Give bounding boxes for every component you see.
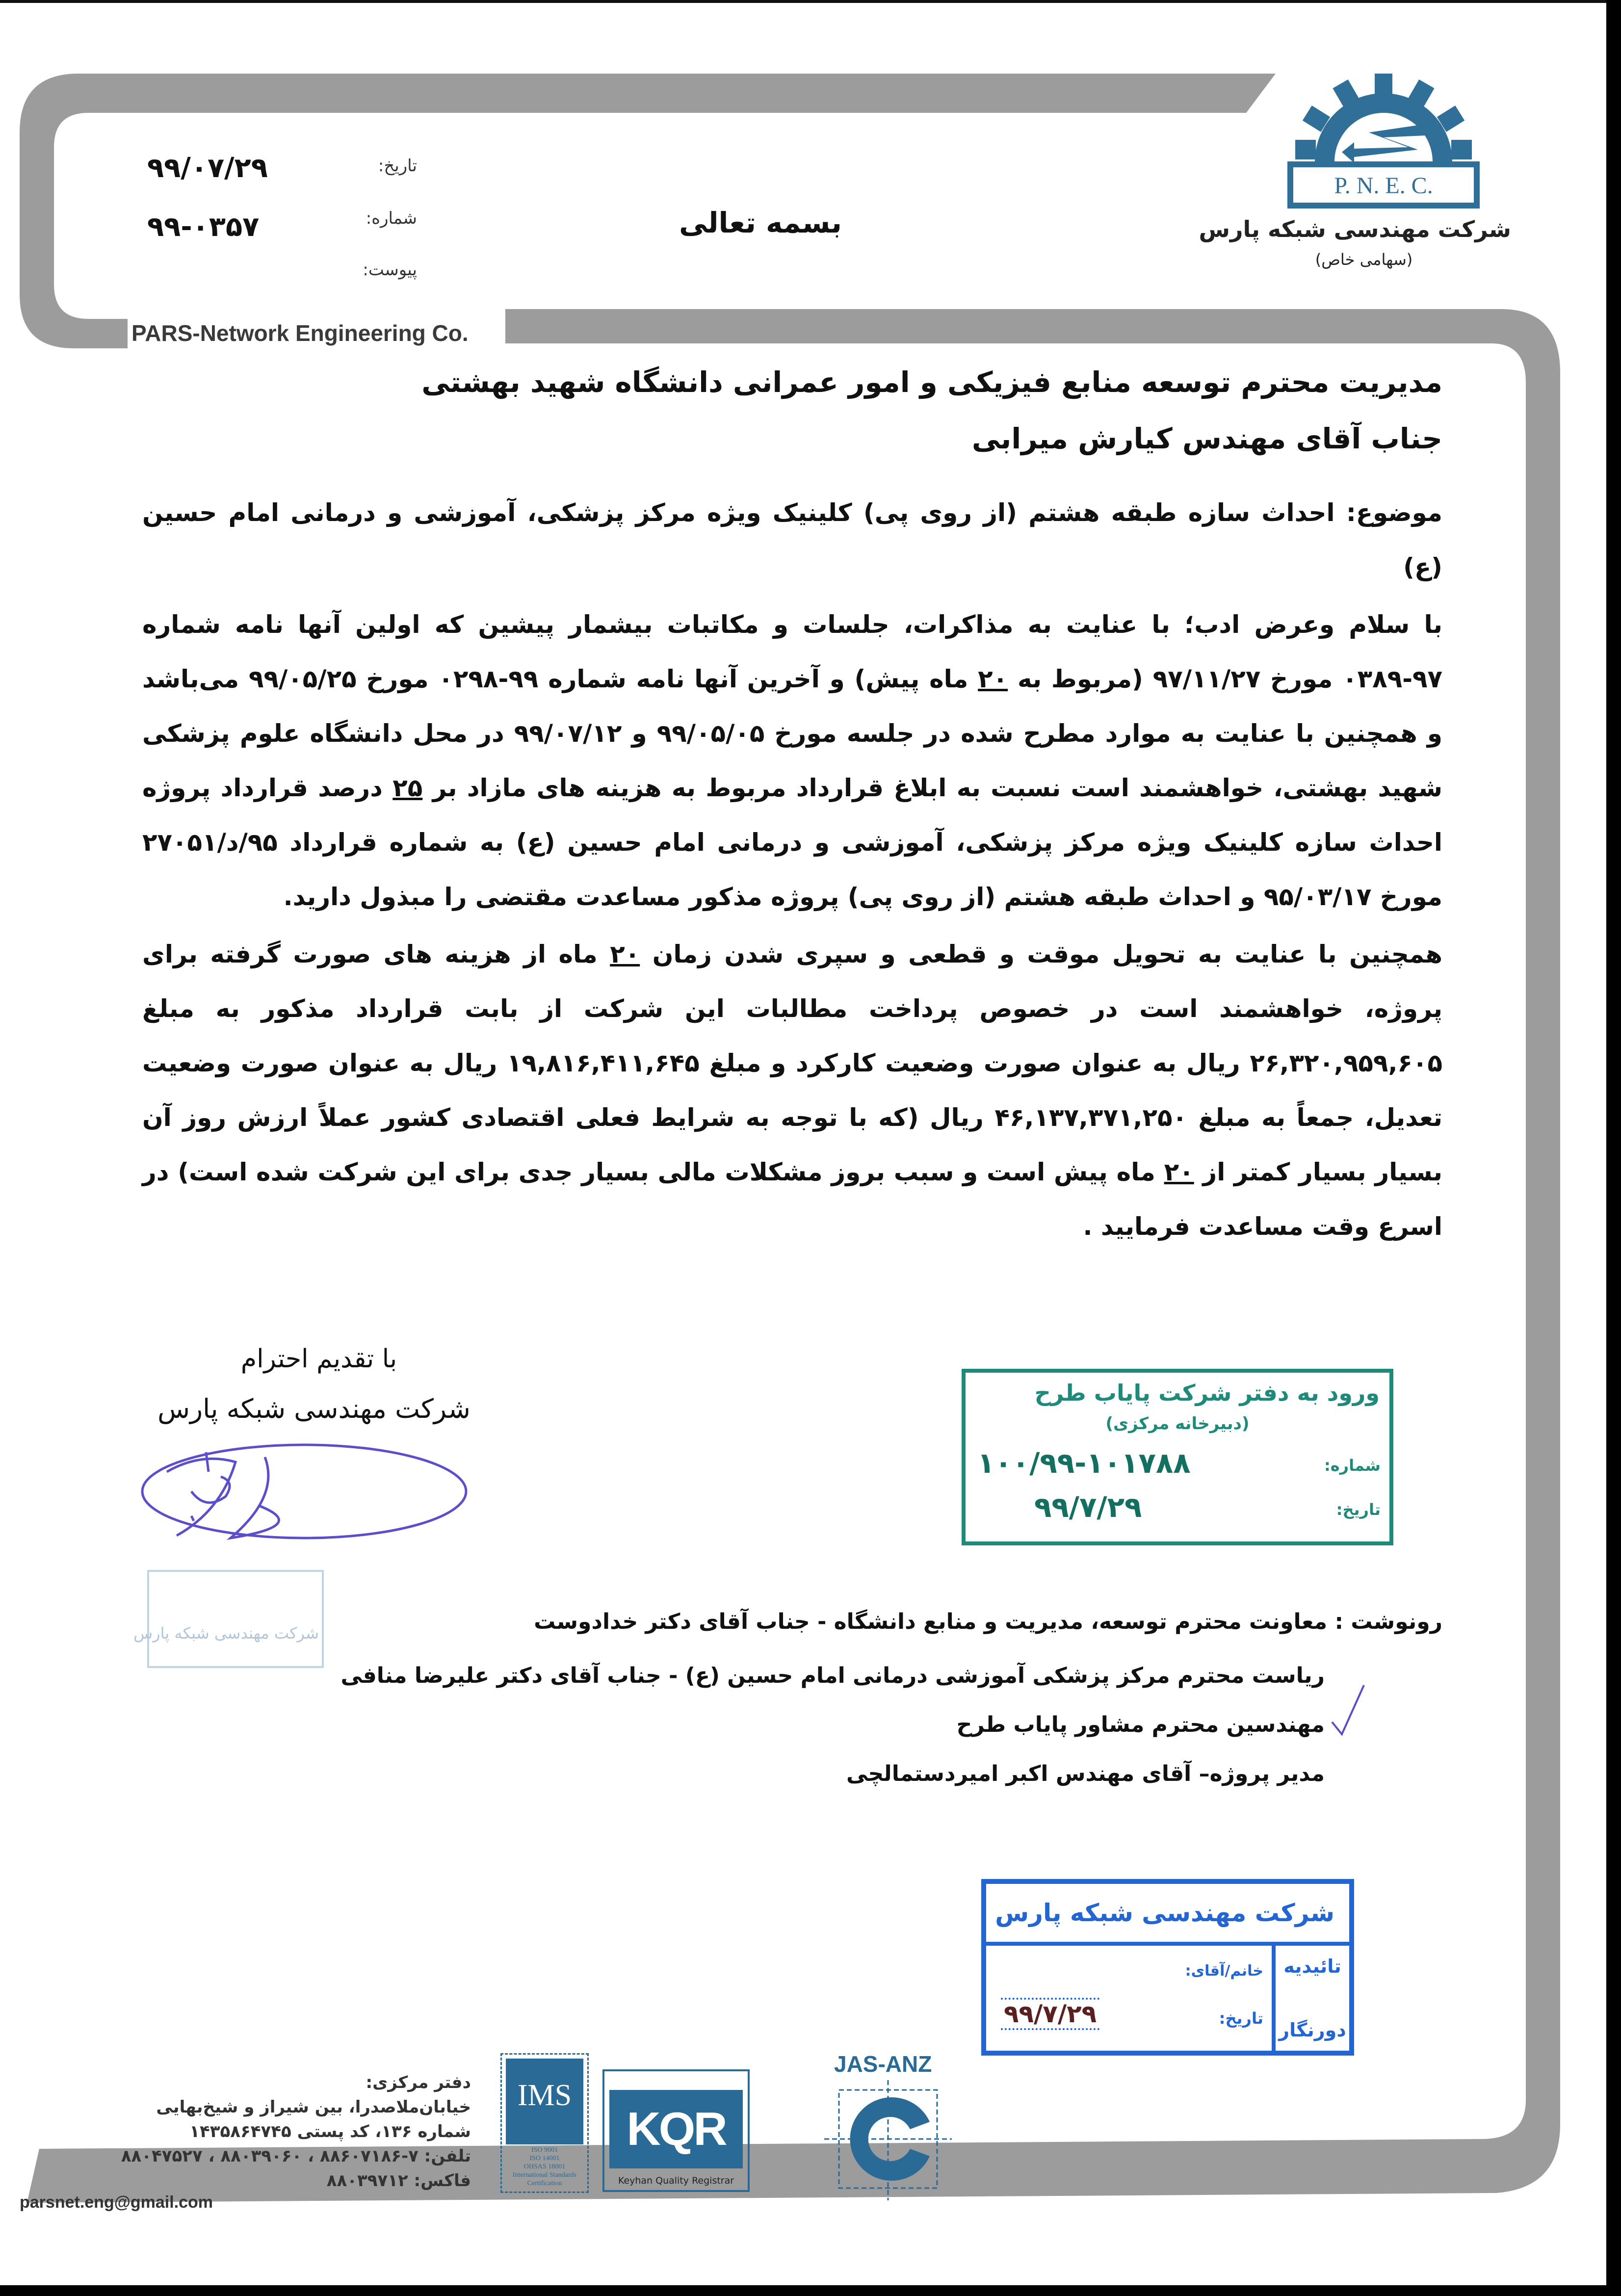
footer-office-label: دفتر مرکزی: (366, 2073, 471, 2092)
number-label: شماره: (366, 209, 417, 228)
received-stamp-date: ۹۹/۷/۲۹ (1034, 1490, 1142, 1524)
checkmark-icon (1330, 1683, 1369, 1737)
company-type: (سهامی خاص) (1315, 250, 1413, 269)
ims-standards (504, 2146, 585, 2188)
paragraph-2 (142, 927, 1442, 1254)
received-stamp (962, 1369, 1393, 1545)
received-stamp-subtitle: (دبیرخانه مرکزی) (1105, 1414, 1250, 1434)
footer-fax: فاکس: ۸۸۰۳۹۷۱۲ (326, 2171, 471, 2191)
underlined-months: ۲۰ (1164, 1158, 1194, 1186)
paragraph-1-text-c: درصد قرارداد پروژه احداث سازه کلینیک ویژه مرکز پزشکی، آموزشی و درمانی امام حسین (ع) به شماره قرارداد ۹۵/د/۲۷۰۵۱ مورخ ۹۵/۰۳/۱۷ و احداث طبقه هشتم (از روی پی) پروژه مذکور مساعدت مقتضی را مبذول دارید. (142, 774, 1442, 911)
ims-line: Certification (527, 2180, 562, 2187)
basmala: بسمه تعالی (679, 206, 842, 239)
lightning-icon (1342, 123, 1438, 163)
approval-stamp-person-label: خانم/آقای: (1185, 1962, 1263, 1980)
ims-line: International Standards (512, 2171, 577, 2179)
kqr-certificate-logo (602, 2069, 750, 2192)
ims-title: IMS (506, 2059, 583, 2144)
recipient-person: جناب آقای مهندس کیارش میرابی (971, 422, 1442, 455)
gear-icon (1295, 74, 1472, 163)
closing-company: شرکت مهندسی شبکه پارس (157, 1393, 471, 1424)
jas-anz-c-icon (824, 2080, 952, 2203)
closing-regards: با تقدیم احترام (240, 1344, 397, 1374)
footer-address (10, 2070, 471, 2193)
cc-item-text: معاونت محترم توسعه، مدیریت و منابع دانشگاه - جناب آقای دکتر خدادوست (534, 1609, 1328, 1634)
received-stamp-number-label: شماره: (1324, 1456, 1381, 1475)
underlined-percent: ۲۵ (392, 774, 423, 802)
paragraph-2-text-c: ماه پیش است و سبب بروز مشکلات مالی بسیار جدی برای این شرکت شده است) در اسرع وقت مساعدت فرمایید . (142, 1158, 1442, 1241)
paragraph-1-text-b: ماه پیش) و آخرین آنها نامه شماره ۹۹-۰۲۹۸ مورخ ۹۹/۰۵/۲۵ می‌باشد و همچنین با عنایت به موارد مطرح شده در جلسه مورخ ۹۹/۰۵/۰۵ و ۹۹/۰۷/۱۲ در محل دانشگاه علوم پزشکی شهید بهشتی، خواهشمند است نسبت به ابلاغ قرارداد مربوط به هزینه های مازاد بر (142, 665, 1442, 802)
paragraph-2-text-a: همچنین با عنایت به تحویل موقت و قطعی و سپری شدن زمان (640, 940, 1442, 968)
footer-email[interactable]: parsnet.eng@gmail.com (20, 2193, 213, 2212)
footer-address-line1: خیابان‌ملاصدرا، بین شیراز و شیخ‌بهایی (156, 2097, 471, 2117)
jas-anz-logo (824, 2051, 952, 2203)
letter-subject: موضوع: احداث سازه طبقه هشتم (از روی پی) کلینیک ویژه مرکز پزشکی، آموزشی و درمانی امام حسین (ع) (142, 498, 1442, 581)
approval-stamp-date-label: تاریخ: (1219, 2009, 1263, 2028)
cc-label: رونوشت : (1334, 1609, 1442, 1634)
company-name-en: PARS-Network Engineering Co. (131, 320, 469, 346)
logo-initials: P. N. E. C. (1334, 173, 1433, 199)
date-label: تاریخ: (378, 156, 417, 176)
faint-company-stamp (133, 1570, 324, 1668)
paragraph-2-text-b: ماه از هزینه های صورت گرفته برای پروژه، خواهشمند است در خصوص پرداخت مطالبات این شرکت از بابت قرارداد مذکور به مبلغ ۲۶,۳۲۰,۹۵۹,۶۰۵ ریال به عنوان صورت وضعیت کارکرد و مبلغ ۱۹,۸۱۶,۴۱۱,۶۴۵ ریال به عنوان صورت وضعیت تعدیل، جمعاً به مبلغ ۴۶,۱۳۷,۳۷۱,۲۵۰ ریال (که با توجه به شرایط فعلی اقتصادی کشور عملاً ارزش روز آن بسیار بسیار کمتر از (142, 940, 1442, 1186)
cc-item: مهندسین محترم مشاور پایاب طرح (956, 1712, 1325, 1737)
cc-item: ریاست محترم مرکز پزشکی آموزشی درمانی امام حسین (ع) - جناب آقای دکتر علیرضا منافی (340, 1663, 1325, 1688)
underlined-months: ۲۰ (978, 665, 1008, 693)
ims-certificate-logo (500, 2053, 589, 2193)
ims-line: ISO 14001 (529, 2155, 560, 2162)
signature (132, 1437, 476, 1565)
underlined-months: ۲۰ (610, 940, 640, 968)
pnec-logo (1256, 74, 1511, 211)
paragraph-1 (142, 598, 1442, 924)
attachment-label: پیوست: (363, 260, 417, 280)
paragraph-1-text-a: با سلام وعرض ادب؛ با عنایت به مذاکرات، جلسات و مکاتبات بیشمار پیشین که اولین آنها نامه شماره ۹۷-۰۳۸۹ مورخ ۹۷/۱۱/۲۷ (مربوط به (142, 610, 1442, 693)
kqr-title: KQR (609, 2090, 743, 2168)
faint-stamp-text: شرکت مهندسی شبکه پارس (133, 1624, 319, 1643)
recipient-office: مدیریت محترم توسعه منابع فیزیکی و امور عمرانی دانشگاه شهید بهشتی (421, 365, 1442, 399)
approval-stamp (981, 1879, 1354, 2056)
cc-item: مدیر پروژه– آقای مهندس اکبر امیردستمالچی (846, 1761, 1325, 1786)
ims-line: OHSAS 18001 (523, 2163, 566, 2170)
approval-stamp-date: ۹۹/۷/۲۹ (1001, 1998, 1099, 2030)
ims-line: ISO 9001 (531, 2146, 558, 2154)
number-value: ۹۹-۰۳۵۷ (147, 211, 260, 243)
approval-stamp-side (1272, 1946, 1349, 2051)
received-stamp-number: ۱۰۰/۹۹-۱۰۱۷۸۸ (977, 1446, 1191, 1480)
approval-stamp-approval: تائیدیه (1283, 1956, 1341, 1977)
approval-stamp-company: شرکت مهندسی شبکه پارس (986, 1884, 1349, 1946)
approval-stamp-fax: دورنگار (1279, 2019, 1346, 2041)
received-stamp-date-label: تاریخ: (1336, 1500, 1381, 1519)
kqr-name: Keyhan Quality Registrar (618, 2175, 734, 2186)
footer-address-line2: شماره ۱۳۶، کد پستی ۱۴۳۵۸۶۴۷۴۵ (189, 2122, 471, 2141)
cc-item (392, 1609, 1442, 1634)
company-name-fa: شرکت مهندسی شبکه پارس (1199, 216, 1511, 242)
date-value: ۹۹/۰۷/۲۹ (147, 152, 268, 184)
received-stamp-title: ورود به دفتر شرکت پایاب طرح (1034, 1380, 1380, 1406)
jas-anz-title: JAS-ANZ (834, 2051, 932, 2077)
footer-phone: تلفن: ۷-۸۸۶۰۷۱۸۶ ، ۸۸۰۳۹۰۶۰ ، ۸۸۰۴۷۵۲۷ (121, 2146, 471, 2166)
